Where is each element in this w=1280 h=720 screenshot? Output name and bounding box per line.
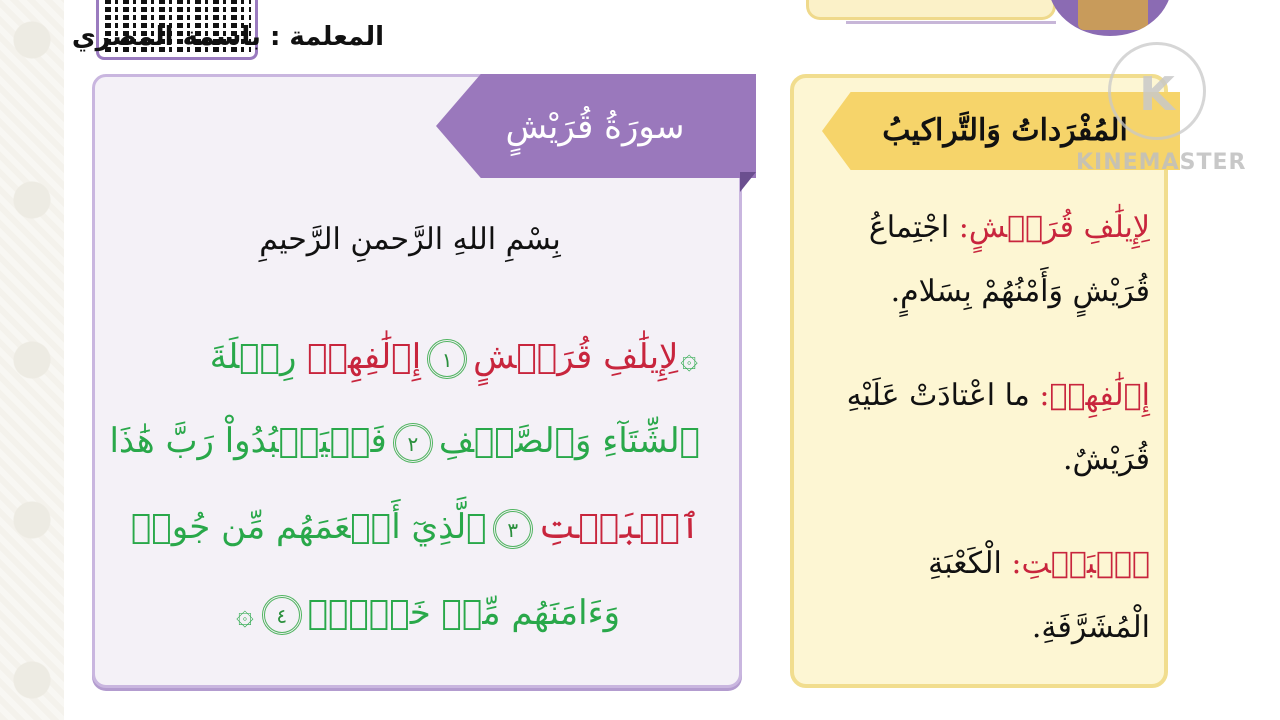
verse-text: رِحۡلَةَ [209,337,297,377]
verse-text: وَءَامَنَهُم مِّنۡ خَوۡفِۭ [307,593,620,633]
verse-line-1 [120,322,700,392]
decorative-border [0,0,64,720]
vocab-title: المُفْرَداتُ وَالتَّراكيبُ [882,113,1128,148]
verse-text: ٱلۡبَيۡتِ [538,507,700,547]
verse-line-2 [109,406,700,476]
vocab-definition: الْكَعْبَةِ الْمُشَرَّفَةِ. [928,546,1150,645]
verse-line-3 [120,492,700,562]
vocab-entry-1 [810,196,1150,324]
ornament-close-icon: ۞ [236,597,254,632]
verse-text: لِإِيلَٰفِ قُرَيۡشٍ [473,337,679,377]
vocab-term: لِإِيلَٰفِ قُرَيۡشٍ: [958,210,1150,245]
teacher-label: المعلمة : باسمة المصري [71,22,384,52]
watermark-text: KINEMASTER [1076,150,1247,175]
verse-line-4 [200,578,620,648]
ayah-number-marker: ٢ [393,423,433,463]
vocab-term: إِۦلَٰفِهِمۡ: [1039,378,1150,413]
ayah-number-marker: ٤ [262,595,302,635]
vocab-entry-2 [810,364,1150,492]
divider [846,21,1056,24]
book-icon [1078,0,1148,30]
vocab-entry-3 [810,532,1150,660]
vocab-definition: اجْتِماعُ قُرَيْشٍ وَأَمْنُهُمْ بِسَلامٍ. [868,210,1150,309]
vocab-definition: ما اعْتادَتْ عَلَيْهِ قُرَيْشٌ. [846,378,1150,477]
verse-text: إِۦلَٰفِهِمۡ [307,337,422,377]
banner-fold [740,172,756,192]
verse-text: ٱلشِّتَآءِ وَٱلصَّيۡفِ [438,421,700,461]
kinemaster-logo-icon: K [1108,42,1206,140]
sura-title: سورَةُ قُرَيْشٍ [505,107,685,147]
top-yellow-tab [806,0,1056,20]
ayah-number-marker: ١ [427,339,467,379]
vocab-term: ٱلۡبَيۡتِ: [1011,546,1150,581]
verse-text: ٱلَّذِيٓ أَطۡعَمَهُم مِّن جُوعٖ [130,507,487,547]
ayah-number-marker: ٣ [493,509,533,549]
book-illustration [1048,0,1172,36]
verse-text: فَلۡيَعۡبُدُواْ رَبَّ هَٰذَا [109,421,387,461]
basmala: بِسْمِ اللهِ الرَّحمنِ الرَّحيمِ [259,222,561,257]
ornament-open-icon: ۞ [680,341,698,376]
